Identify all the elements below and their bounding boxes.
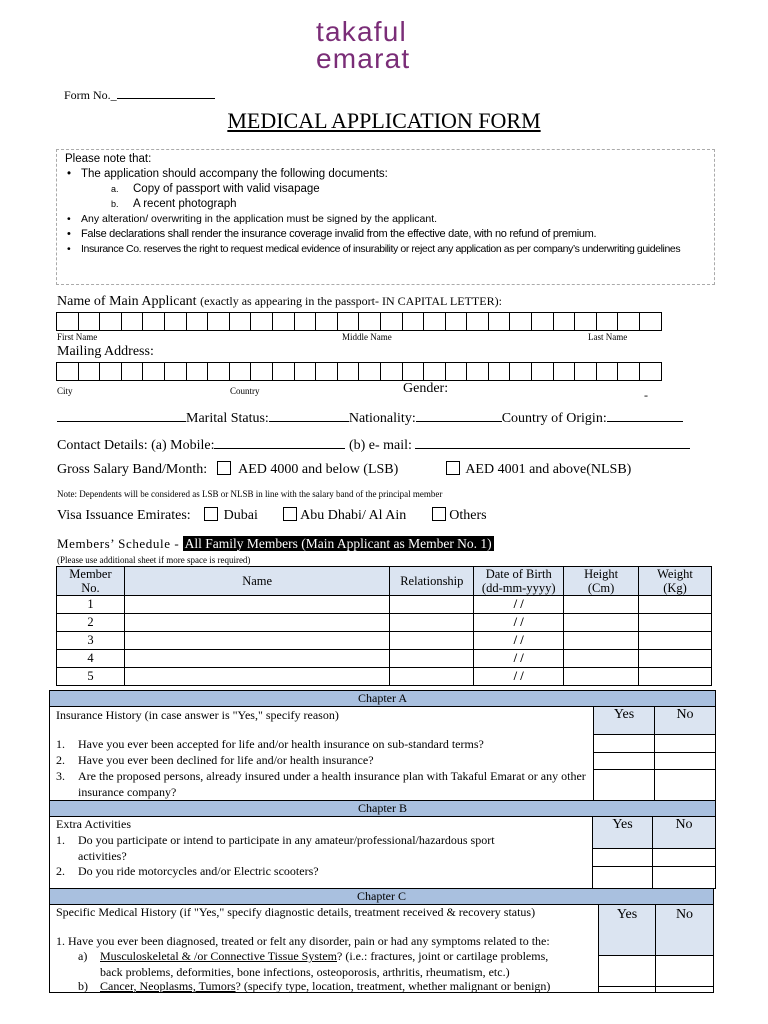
- yes-answer-cell[interactable]: [592, 867, 652, 888]
- members-heading: Members’ Schedule - All Family Members (Main Applicant as Member No. 1): [57, 536, 492, 551]
- yes-header: Yes: [592, 817, 652, 849]
- last-name-caption: Last Name: [588, 332, 628, 342]
- notice-sub-b: b. A recent photograph: [111, 198, 237, 210]
- notice-item: • Any alteration/ overwriting in the application must be signed by the applicant.: [65, 212, 706, 227]
- member-no-header: Member No.: [57, 567, 125, 596]
- chapter-c-q1a: a) Musculoskeletal & /or Connective Tissue System? (i.e.: fractures, joint or cartilage problems, back problems, deformities, bone infections, osteoporosis, arthritis, rheumatism, etc.): [78, 949, 549, 979]
- chapter-c-title: Chapter C: [50, 889, 713, 905]
- table-row: 5 / /: [57, 668, 712, 686]
- chapter-a-q1: 1. Have you ever been accepted for life and/or health insurance on sub-standard terms?: [56, 737, 484, 751]
- logo-line-2: emarat: [316, 43, 411, 74]
- table-row: 4 / /: [57, 650, 712, 668]
- members-note: (Please use additional sheet if more space is required): [57, 555, 251, 565]
- applicant-name-boxes[interactable]: [57, 312, 662, 331]
- chapter-b-q2: 2. Do you ride motorcycles and/or Electric scooters?: [56, 864, 319, 878]
- yes-header: Yes: [593, 707, 654, 735]
- dubai-checkbox[interactable]: [204, 507, 218, 521]
- no-header: No: [652, 817, 715, 849]
- notice-item: • Insurance Co. reserves the right to request medical evidence of insurability or reject any application as per company’s underwriting guidelines: [65, 242, 706, 257]
- mobile-field[interactable]: [214, 436, 345, 449]
- mailing-address-boxes[interactable]: [57, 362, 662, 381]
- notice-heading: Please note that:: [65, 153, 152, 165]
- chapter-c-q1b: b) Cancer, Neoplasms, Tumors? (specify type, location, treatment, whether malignant or benign): [78, 979, 551, 993]
- no-answer-cell[interactable]: [654, 753, 715, 770]
- abu-dhabi-checkbox[interactable]: [283, 507, 297, 521]
- yes-answer-cell[interactable]: [593, 735, 654, 753]
- form-number-label: Form No._: [64, 88, 117, 102]
- company-logo: [316, 18, 456, 72]
- chapter-a: [49, 690, 716, 801]
- email-field[interactable]: [415, 436, 690, 449]
- page-title: MEDICAL APPLICATION FORM: [227, 108, 541, 133]
- salary-row: Gross Salary Band/Month: AED 4000 and below (LSB) AED 4001 and above(NLSB): [57, 462, 632, 477]
- gender-label: Gender:: [403, 381, 449, 396]
- salary-note: Note: Dependents will be considered as LSB or NLSB in line with the salary band of the principal member: [57, 489, 443, 499]
- gender-dash: -: [644, 388, 648, 402]
- yes-header: Yes: [598, 905, 655, 956]
- chapter-c-answers: [598, 905, 713, 992]
- middle-name-caption: Middle Name: [342, 332, 392, 342]
- notice-item: • False declarations shall render the insurance coverage invalid from the effective date, with no refund of premium.: [65, 227, 706, 242]
- notice-sub-a: a. Copy of passport with valid visapage: [111, 183, 320, 195]
- notice-box: [56, 149, 715, 285]
- nationality-field[interactable]: [416, 409, 502, 422]
- no-header: No: [655, 905, 713, 956]
- no-answer-cell[interactable]: [652, 867, 715, 888]
- notice-item: • The application should accompany the following documents:: [65, 167, 706, 182]
- contact-row: Contact Details: (a) Mobile: (b) e- mail:: [57, 436, 690, 454]
- members-table: [56, 566, 712, 686]
- lsb-checkbox[interactable]: [217, 461, 231, 475]
- visa-row: Visa Issuance Emirates: Dubai Abu Dhabi/ Al Ain Others: [57, 508, 487, 523]
- no-answer-cell[interactable]: [654, 735, 715, 753]
- form-number-field[interactable]: [117, 88, 215, 99]
- nlsb-checkbox[interactable]: [446, 461, 460, 475]
- city-caption: City: [57, 386, 73, 396]
- mailing-label: Mailing Address:: [57, 344, 154, 359]
- table-row: 1 / /: [57, 596, 712, 614]
- chapter-a-title: Chapter A: [50, 691, 715, 707]
- yes-answer-cell[interactable]: [598, 956, 655, 987]
- country-origin-field[interactable]: [607, 409, 683, 422]
- marital-row: Marital Status: Nationality: Country of Origin:: [57, 409, 683, 427]
- country-caption: Country: [230, 386, 260, 396]
- dob-header: Date of Birth (dd-mm-yyyy): [474, 567, 564, 596]
- chapter-b: [49, 800, 716, 889]
- chapter-c-intro: Specific Medical History (if "Yes," specify diagnostic details, treatment received & recovery status): [56, 905, 536, 919]
- chapter-a-q2: 2. Have you ever been declined for life and/or health insurance?: [56, 753, 374, 767]
- yes-answer-cell[interactable]: [598, 987, 655, 992]
- members-highlight: All Family Members (Main Applicant as Member No. 1): [184, 536, 492, 551]
- marital-status-field[interactable]: [269, 409, 349, 422]
- chapter-a-intro: Insurance History (in case answer is "Yes," specify reason): [56, 708, 339, 722]
- height-header: Height (Cm): [564, 567, 639, 596]
- table-row: 3 / /: [57, 632, 712, 650]
- chapter-b-title: Chapter B: [50, 801, 715, 817]
- chapter-c: [49, 888, 714, 993]
- yes-answer-cell[interactable]: [593, 770, 654, 800]
- no-answer-cell[interactable]: [652, 849, 715, 867]
- logo-line-1: takaful: [316, 16, 407, 47]
- chapter-b-intro: Extra Activities: [56, 817, 131, 831]
- chapter-a-answers: [593, 707, 715, 800]
- table-row: 2 / /: [57, 614, 712, 632]
- relationship-header: Relationship: [390, 567, 474, 596]
- yes-answer-cell[interactable]: [592, 849, 652, 867]
- no-answer-cell[interactable]: [654, 770, 715, 800]
- chapter-b-answers: [592, 817, 715, 888]
- first-name-caption: First Name: [57, 332, 98, 342]
- weight-header: Weight (Kg): [639, 567, 712, 596]
- name-header: Name: [124, 567, 389, 596]
- gender-field[interactable]: [57, 409, 186, 422]
- form-number: [64, 88, 215, 103]
- others-checkbox[interactable]: [432, 507, 446, 521]
- chapter-a-q3: 3. Are the proposed persons, already insured under a health insurance plan with Takaful Emarat or any other insurance company?: [56, 769, 586, 799]
- yes-answer-cell[interactable]: [593, 753, 654, 770]
- chapter-c-q1: 1. Have you ever been diagnosed, treated or felt any disorder, pain or had any symptoms related to the:: [56, 934, 550, 948]
- chapter-b-q1: 1. Do you participate or intend to participate in any amateur/professional/hazardous sport activities?: [56, 833, 495, 863]
- no-header: No: [654, 707, 715, 735]
- applicant-label: Name of Main Applicant (exactly as appearing in the passport- IN CAPITAL LETTER):: [57, 294, 502, 309]
- no-answer-cell[interactable]: [655, 956, 713, 987]
- no-answer-cell[interactable]: [655, 987, 713, 992]
